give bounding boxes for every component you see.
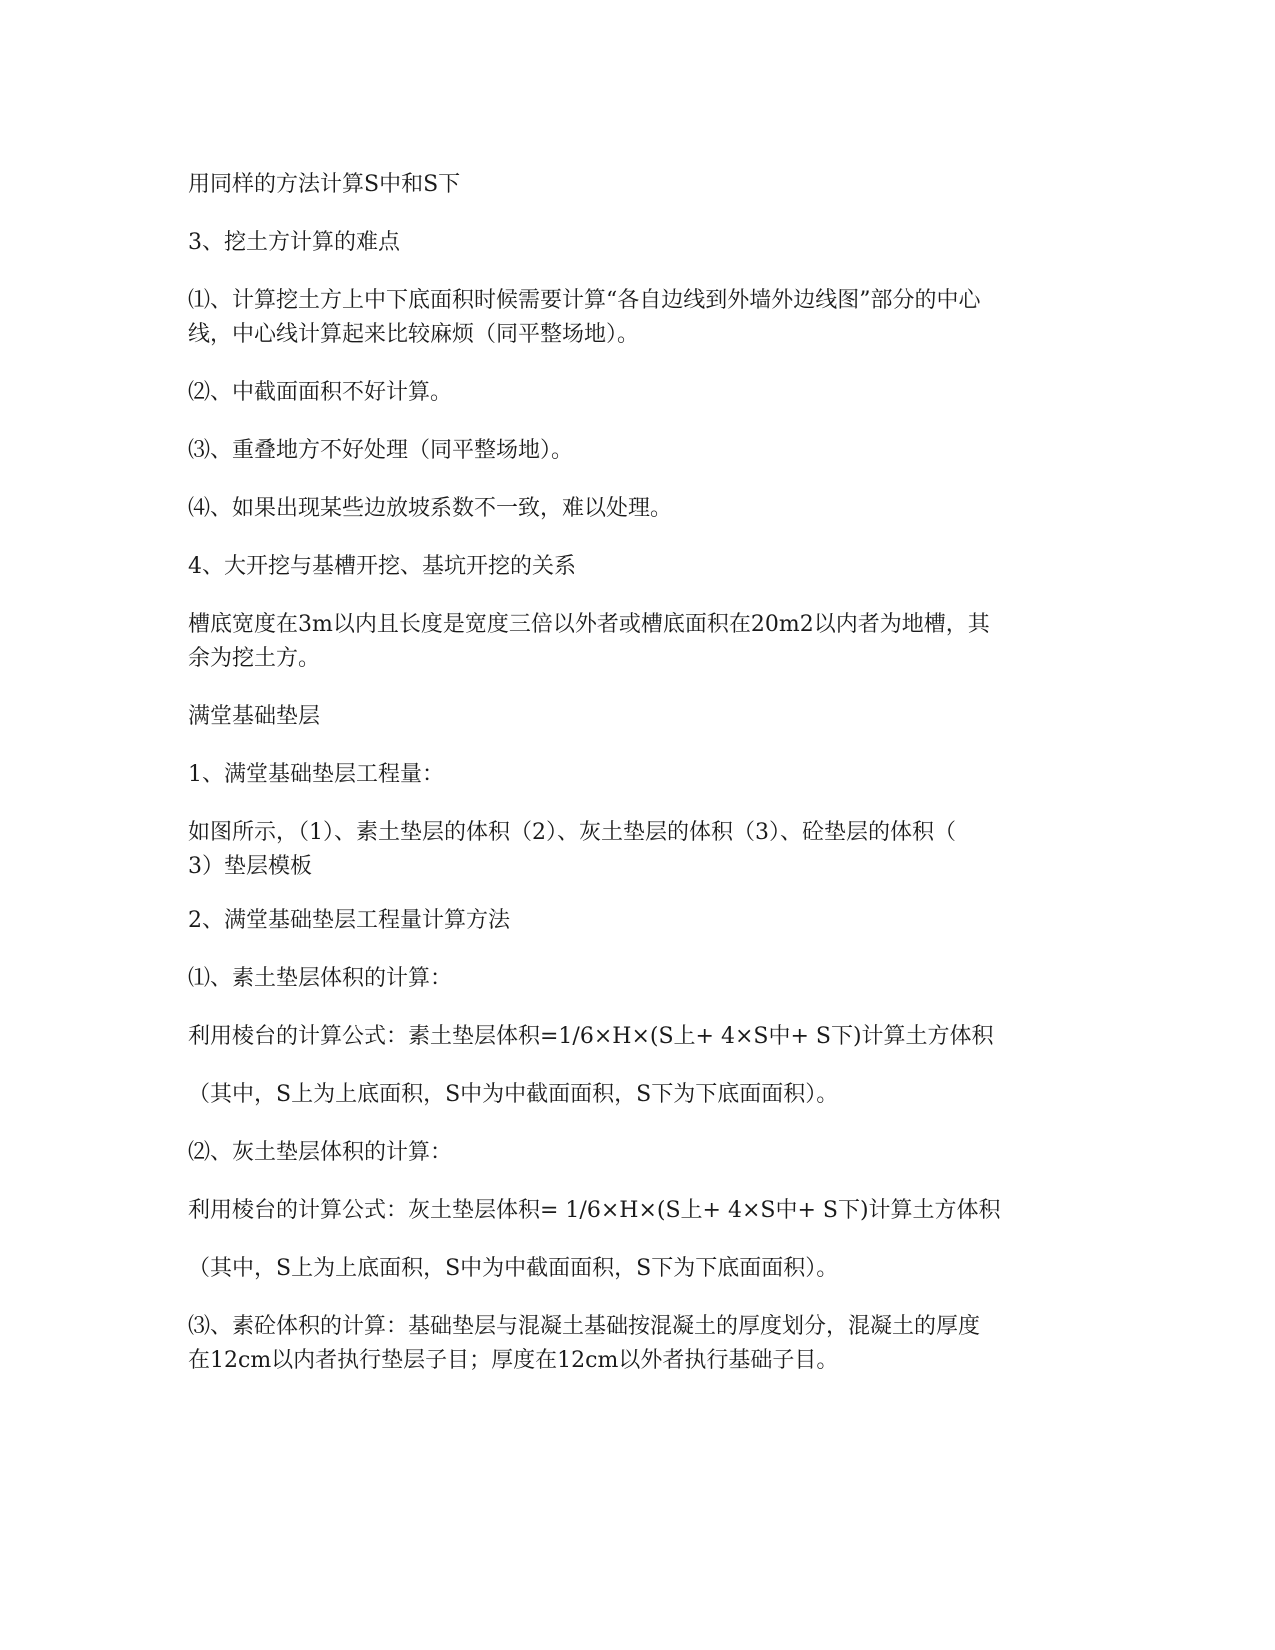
paragraph-plain-concrete: ⑶、素砼体积的计算：基础垫层与混凝土基础按混凝土的厚度划分，混凝土的厚度 在12cm以内者执行垫层子目；厚度在12cm以外者执行基础子目。 — [188, 1314, 981, 1373]
heading-excavation-relationship: 4、大开挖与基槽开挖、基坑开挖的关系 — [188, 554, 576, 579]
paragraph-difficulty-2: ⑵、中截面面积不好计算。 — [188, 380, 453, 405]
paragraph-trench-definition: 槽底宽度在3m以内且长度是宽度三倍以外者或槽底面积在20m2以内者为地槽，其 余为挖土方。 — [188, 612, 990, 671]
paragraph-cushion-items: 如图所示，（1）、素土垫层的体积（2）、灰土垫层的体积（3）、砼垫层的体积（ 3）垫层模板 — [188, 820, 956, 879]
paragraph-lime-soil-formula: 利用棱台的计算公式：灰土垫层体积= 1/6×H×(S上+ 4×S中+ S下)计算土方体积 — [188, 1198, 1001, 1223]
paragraph-difficulty-4: ⑷、如果出现某些边放坡系数不一致，难以处理。 — [188, 496, 673, 521]
paragraph-plain-soil-formula: 利用棱台的计算公式：素土垫层体积=1/6×H×(S上+ 4×S中+ S下)计算土方体积 — [188, 1024, 994, 1049]
paragraph-plain-soil-note: （其中，S上为上底面积，S中为中截面面积，S下为下底面面积）。 — [188, 1082, 839, 1107]
heading-excavation-difficulties: 3、挖土方计算的难点 — [188, 230, 400, 255]
section-title-raft-cushion: 满堂基础垫层 — [188, 704, 321, 729]
heading-cushion-quantity: 1、满堂基础垫层工程量： — [188, 762, 444, 787]
paragraph-plain-soil-title: ⑴、素土垫层体积的计算： — [188, 966, 453, 991]
heading-cushion-method: 2、满堂基础垫层工程量计算方法 — [188, 908, 510, 933]
paragraph-lime-soil-title: ⑵、灰土垫层体积的计算： — [188, 1140, 453, 1165]
paragraph-calc-s-mid-low: 用同样的方法计算S中和S下 — [188, 172, 461, 197]
paragraph-difficulty-3: ⑶、重叠地方不好处理（同平整场地）。 — [188, 438, 574, 463]
paragraph-difficulty-1: ⑴、计算挖土方上中下底面积时候需要计算“各自边线到外墙外边线图”部分的中心 线，中心线计算起来比较麻烦（同平整场地）。 — [188, 288, 981, 347]
paragraph-lime-soil-note: （其中，S上为上底面积，S中为中截面面积，S下为下底面面积）。 — [188, 1256, 839, 1281]
